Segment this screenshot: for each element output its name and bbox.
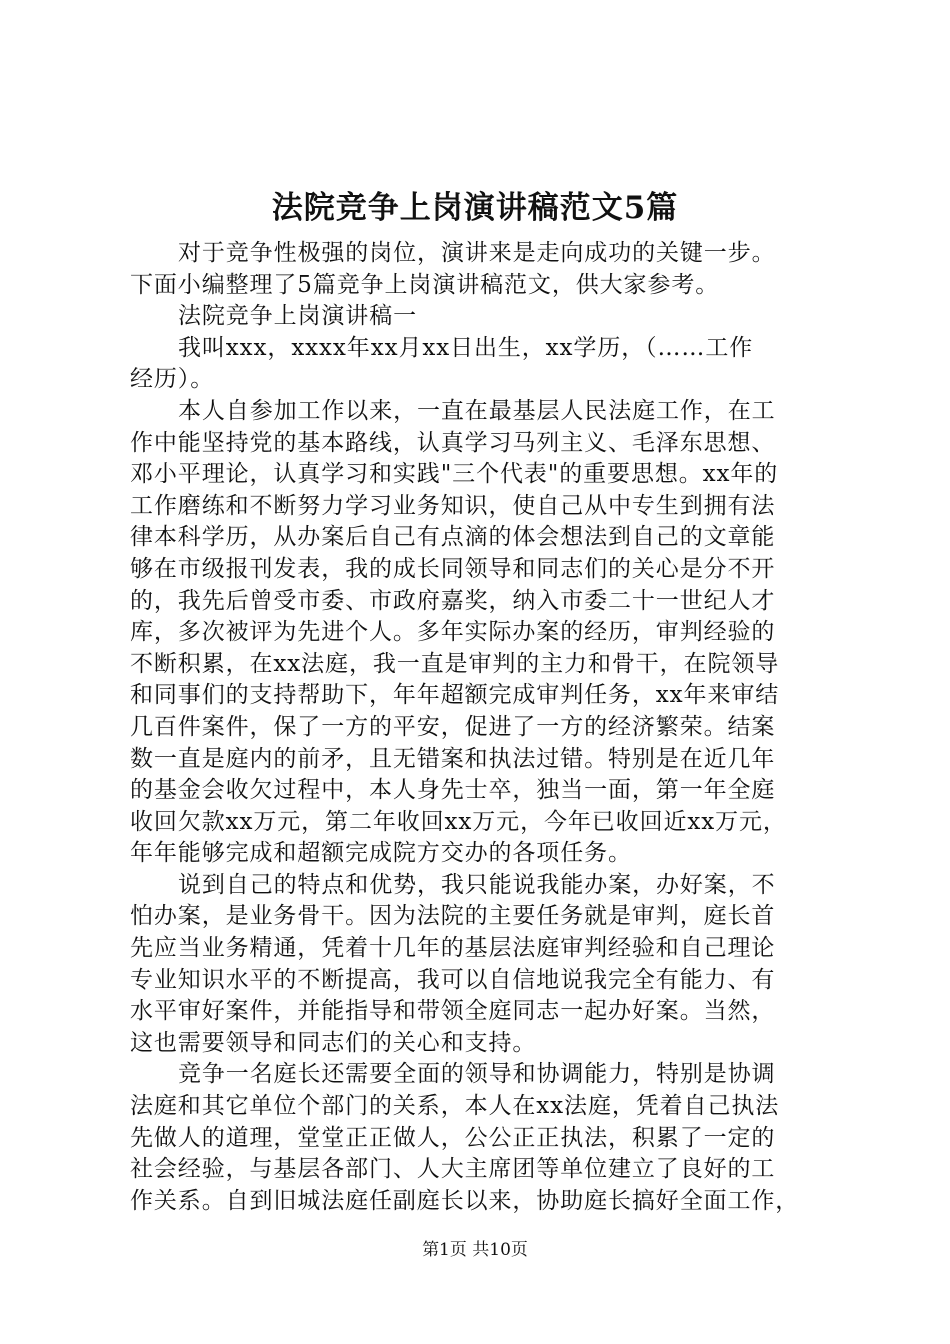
text-line: 下面小编整理了5篇竞争上岗演讲稿范文，供大家参考。 xyxy=(130,271,720,298)
document-title: 法院竞争上岗演讲稿范文5篇 xyxy=(271,190,679,226)
text-line: 的基金会收欠过程中，本人身先士卒，独当一面，第一年全庭 xyxy=(130,777,776,804)
text-line: 说到自己的特点和优势，我只能说我能办案，办好案，不 xyxy=(178,871,776,898)
text-line: 法庭和其它单位个部门的关系，本人在xx法庭，凭着自己执法 xyxy=(130,1093,780,1120)
text-line: 几百件案件，保了一方的平安，促进了一方的经济繁荣。结案 xyxy=(130,713,776,740)
text-line: 这也需要领导和同志们的关心和支持。 xyxy=(130,1029,537,1056)
text-line: 够在市级报刊发表，我的成长同领导和同志们的关心是分不开 xyxy=(130,555,776,582)
text-line: 律本科学历，从办案后自己有点滴的体会想法到自己的文章能 xyxy=(130,524,776,551)
text-line: 作关系。自到旧城法庭任副庭长以来，协助庭长搞好全面工作， xyxy=(130,1187,800,1214)
text-line: 社会经验，与基层各部门、人大主席团等单位建立了良好的工 xyxy=(130,1156,776,1183)
text-line: 工作磨练和不断努力学习业务知识，使自己从中专生到拥有法 xyxy=(130,492,776,519)
text-line: 收回欠款xx万元，第二年收回xx万元，今年已收回近xx万元， xyxy=(130,808,787,835)
text-line: 先应当业务精通，凭着十几年的基层法庭审判经验和自己理论 xyxy=(130,935,776,962)
text-line: 先做人的道理，堂堂正正做人，公公正正执法，积累了一定的 xyxy=(130,1124,776,1151)
text-line: 水平审好案件，并能指导和带领全庭同志一起办好案。当然， xyxy=(130,998,776,1025)
text-line: 不断积累，在xx法庭，我一直是审判的主力和骨干，在院领导 xyxy=(130,650,780,677)
text-line: 我叫xxx，xxxx年xx月xx日出生，xx学历，（……工作 xyxy=(178,334,754,361)
text-line: 数一直是庭内的前矛，且无错案和执法过错。特别是在近几年 xyxy=(130,745,776,772)
text-line: 经历）。 xyxy=(130,366,215,393)
page-number-footer: 第1页 共10页 xyxy=(422,1240,528,1260)
text-line: 怕办案，是业务骨干。因为法院的主要任务就是审判，庭长首 xyxy=(130,903,776,930)
text-line: 和同事们的支持帮助下，年年超额完成审判任务，xx年来审结 xyxy=(130,682,780,709)
text-line: 对于竞争性极强的岗位，演讲来是走向成功的关键一步。 xyxy=(178,240,776,266)
text-line: 本人自参加工作以来，一直在最基层人民法庭工作，在工 xyxy=(178,397,776,424)
text-line: 库，多次被评为先进个人。多年实际办案的经历，审判经验的 xyxy=(130,619,776,646)
text-line: 作中能坚持党的基本路线，认真学习马列主义、毛泽东思想、 xyxy=(130,429,776,456)
document-body xyxy=(130,238,830,1217)
text-line: 竞争一名庭长还需要全面的领导和协调能力，特别是协调 xyxy=(178,1061,776,1088)
section-heading: 法院竞争上岗演讲稿一 xyxy=(178,303,417,330)
text-line: 年年能够完成和超额完成院方交办的各项任务。 xyxy=(130,840,632,867)
text-line: 专业知识水平的不断提高，我可以自信地说我完全有能力、有 xyxy=(130,966,776,993)
text-line: 邓小平理论，认真学习和实践"三个代表"的重要思想。xx年的 xyxy=(130,461,779,488)
text-line: 的，我先后曾受市委、市政府嘉奖，纳入市委二十一世纪人才 xyxy=(130,587,776,614)
